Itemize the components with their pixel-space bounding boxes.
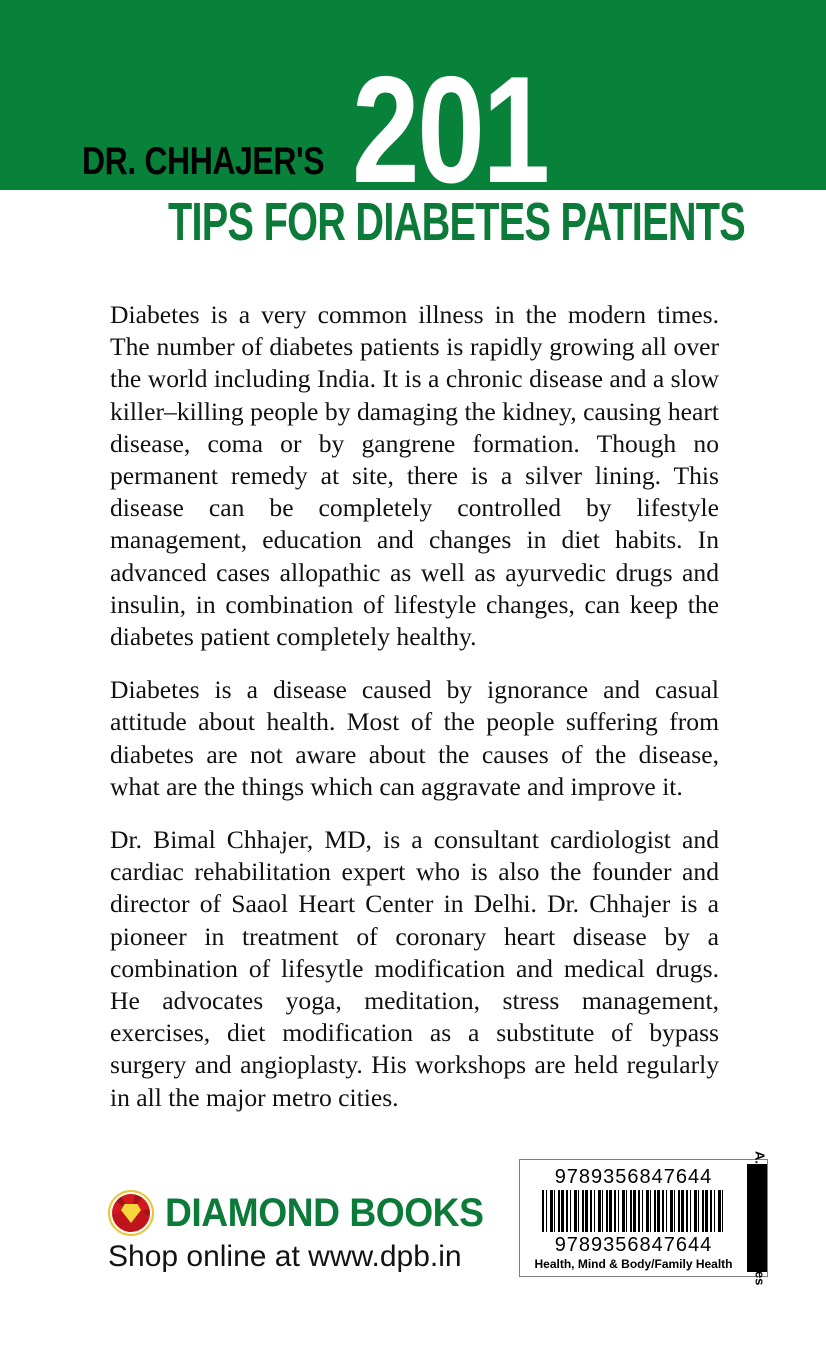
publisher-name: DIAMOND BOOKS [165,1191,484,1235]
back-cover-blurb [110,299,719,1114]
series-strip [748,1150,772,1286]
publisher-block [108,1189,484,1274]
blurb-paragraph: Diabetes is a very common illness in the modern times. The number of diabetes patients is rapidly growing all over the world including India. It is a chronic disease and a slow killer–killing people by damaging the kidney, causing heart disease, coma or by gangrene formation. Though no permanent remedy at site, there is a silver lining. This disease can be completely controlled by lifestyle management, education and changes in diet habits. In advanced cases allopathic as well as ayurvedic drugs and insulin, in combination of lifestyle changes, can keep the diabetes patient completely healthy. [110,300,719,652]
isbn-number-bottom: 9789356847644 [554,1234,713,1256]
barcode-category-label: Health, Mind & Body/Family Health [534,1257,733,1271]
barcode-panel [519,1159,768,1277]
blurb-paragraph: Dr. Bimal Chhajer, MD, is a consultant cardiologist and cardiac rehabilitation expert who is also the founder and director of Saaol Heart Center in Delhi. Dr. Chhajer is a pioneer in treatment of coronary heart disease by a combination of lifesytle modification and medical drugs. He advocates yoga, meditation, stress management, exercises, diet modification as a substitute of bypass surgery and angioplasty. His workshops are held regularly in all the major metro cities. [110,825,719,1112]
isbn-number-top: 9789356847644 [554,1166,713,1188]
diamond-lotus-icon [108,1190,154,1236]
publisher-row [108,1189,484,1237]
barcode-main [520,1160,747,1276]
title-block [0,0,826,260]
series-label: A.H.W. Sameer Series [752,1150,768,1286]
author-eyebrow: DR. CHHAJER'S [82,140,325,183]
blurb-paragraph: Diabetes is a disease caused by ignorance and casual attitude about health. Most of the people suffering from diabetes are not aware about the causes of the disease, what are the things which can aggravate and improve it. [110,675,719,801]
barcode-bars-icon [542,1190,726,1232]
book-subtitle: TIPS FOR DIABETES PATIENTS [168,192,746,252]
shop-online-line: Shop online at www.dpb.in [108,1240,462,1273]
title-number: 201 [352,45,548,215]
